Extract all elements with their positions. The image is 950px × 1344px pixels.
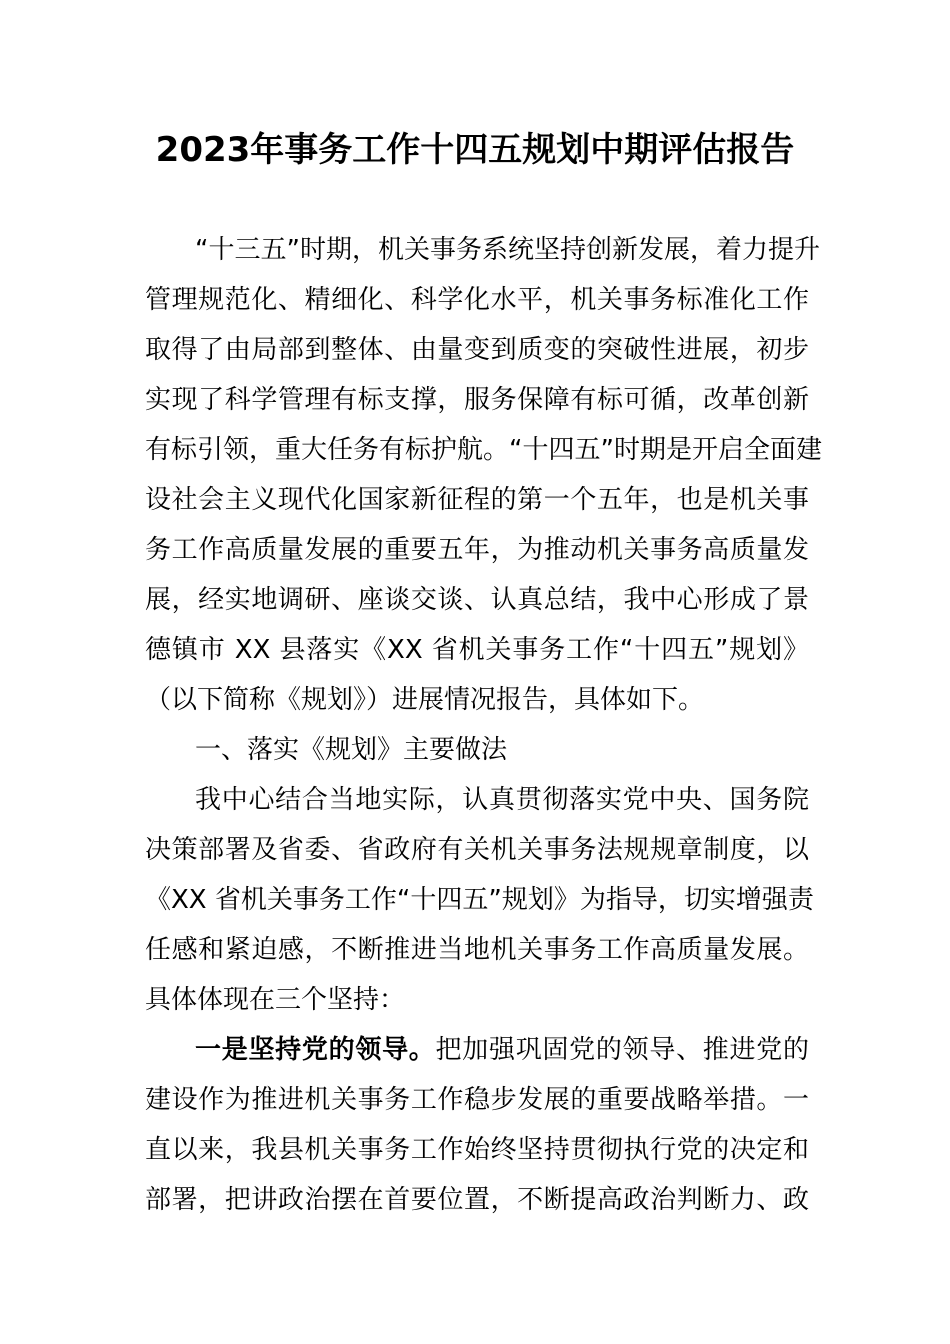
paragraph-line: [195, 1030, 809, 1070]
paragraph-line: 决策部署及省委、省政府有关机关事务法规规章制度，以: [145, 835, 809, 865]
paragraph-line: 取得了由局部到整体、由量变到质变的突破性进展，初步: [145, 335, 809, 365]
paragraph-text: 把加强巩固党的领导、推进党的: [435, 1035, 809, 1065]
paragraph-line: 德镇市 XX 县落实《XX 省机关事务工作“十四五”规划》: [145, 635, 809, 665]
paragraph-line: “十三五”时期，机关事务系统坚持创新发展，着力提升: [195, 235, 820, 265]
paragraph-line: 直以来，我县机关事务工作始终坚持贯彻执行党的决定和: [145, 1135, 809, 1165]
paragraph-line: 展，经实地调研、座谈交谈、认真总结，我中心形成了景: [145, 585, 809, 615]
paragraph-line: 有标引领，重大任务有标护航。“十四五”时期是开启全面建: [145, 435, 822, 465]
paragraph-line: 实现了科学管理有标支撑，服务保障有标可循，改革创新: [145, 385, 809, 415]
paragraph-line: 《XX 省机关事务工作“十四五”规划》为指导，切实增强责: [145, 885, 814, 915]
paragraph-line: 管理规范化、精细化、科学化水平，机关事务标准化工作: [145, 285, 809, 315]
section-heading: 一、落实《规划》主要做法: [195, 735, 508, 765]
paragraph-line: 建设作为推进机关事务工作稳步发展的重要战略举措。一: [145, 1085, 809, 1115]
paragraph-line: 部署，把讲政治摆在首要位置，不断提高政治判断力、政: [145, 1185, 809, 1215]
paragraph-line: 务工作高质量发展的重要五年，为推动机关事务高质量发: [145, 535, 809, 565]
paragraph-line: 我中心结合当地实际，认真贯彻落实党中央、国务院: [195, 785, 809, 815]
document-title: 2023年事务工作十四五规划中期评估报告: [155, 130, 795, 170]
paragraph-line: 设社会主义现代化国家新征程的第一个五年，也是机关事: [145, 485, 809, 515]
bold-lead-text: 一是坚持党的领导。: [195, 1035, 436, 1065]
paragraph-line: （以下简称《规划》）进展情况报告，具体如下。: [145, 685, 705, 715]
paragraph-line: 具体体现在三个坚持：: [145, 985, 406, 1015]
paragraph-line: 任感和紧迫感，不断推进当地机关事务工作高质量发展。: [145, 935, 809, 965]
